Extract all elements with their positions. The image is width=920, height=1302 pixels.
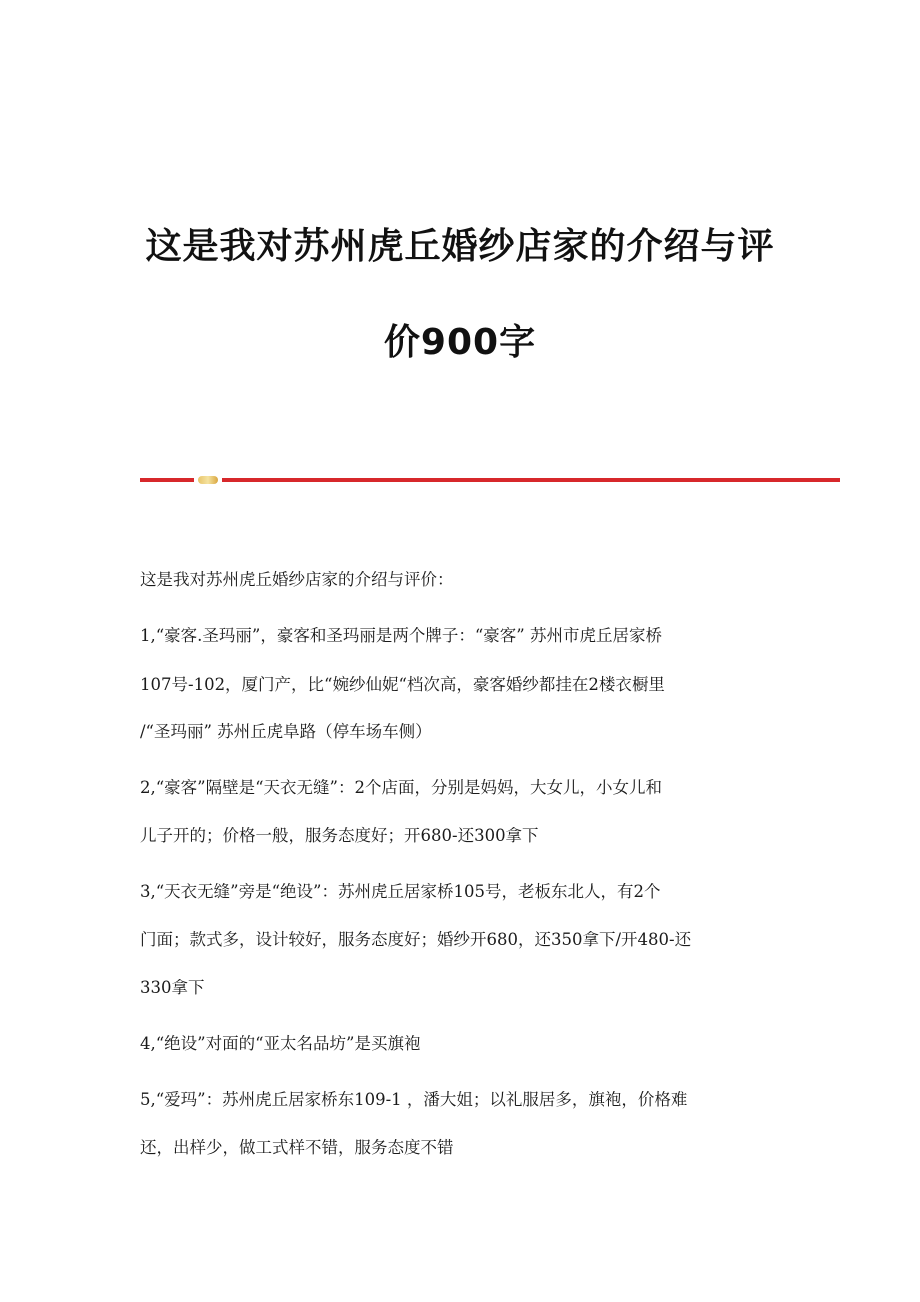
- item-3-line-2: 门面；款式多，设计较好，服务态度好；婚纱开680，还350拿下/开480-还: [140, 930, 692, 949]
- intro-line: 这是我对苏州虎丘婚纱店家的介绍与评价：: [140, 570, 454, 589]
- item-3-line-1: 3,“天衣无缝”旁是“绝设”：苏州虎丘居家桥105号，老板东北人，有2个: [140, 882, 661, 901]
- item-1-line-1: 1,“豪客.圣玛丽”，豪客和圣玛丽是两个牌子：“豪客” 苏州市虎丘居家桥: [140, 626, 662, 645]
- item-5-line-2: 还，出样少，做工式样不错，服务态度不错: [140, 1138, 454, 1157]
- item-2-line-1: 2,“豪客”隔壁是“天衣无缝”：2个店面，分别是妈妈，大女儿，小女儿和: [140, 778, 662, 797]
- divider-ornament-icon: [198, 476, 218, 484]
- item-3-line-3: 330拿下: [140, 978, 205, 997]
- document-title-line-2: 价900字: [383, 322, 537, 363]
- item-4-line-1: 4,“绝设”对面的“亚太名品坊”是买旗袍: [140, 1034, 421, 1053]
- item-1-line-3: /“圣玛丽” 苏州丘虎阜路（停车场车侧）: [140, 722, 432, 741]
- item-5-line-1: 5,“爱玛”：苏州虎丘居家桥东109-1 ，潘大姐；以礼服居多，旗袍，价格难: [140, 1090, 688, 1109]
- title-divider: [140, 478, 840, 483]
- document-title-line-1: 这是我对苏州虎丘婚纱店家的介绍与评: [145, 226, 775, 267]
- item-1-line-2: 107号-102，厦门产，比“婉纱仙妮“档次高，豪客婚纱都挂在2楼衣橱里: [140, 675, 665, 694]
- item-2-line-2: 儿子开的；价格一般，服务态度好；开680-还300拿下: [140, 826, 539, 845]
- divider-bar-left: [140, 478, 194, 482]
- divider-bar-right: [222, 478, 840, 482]
